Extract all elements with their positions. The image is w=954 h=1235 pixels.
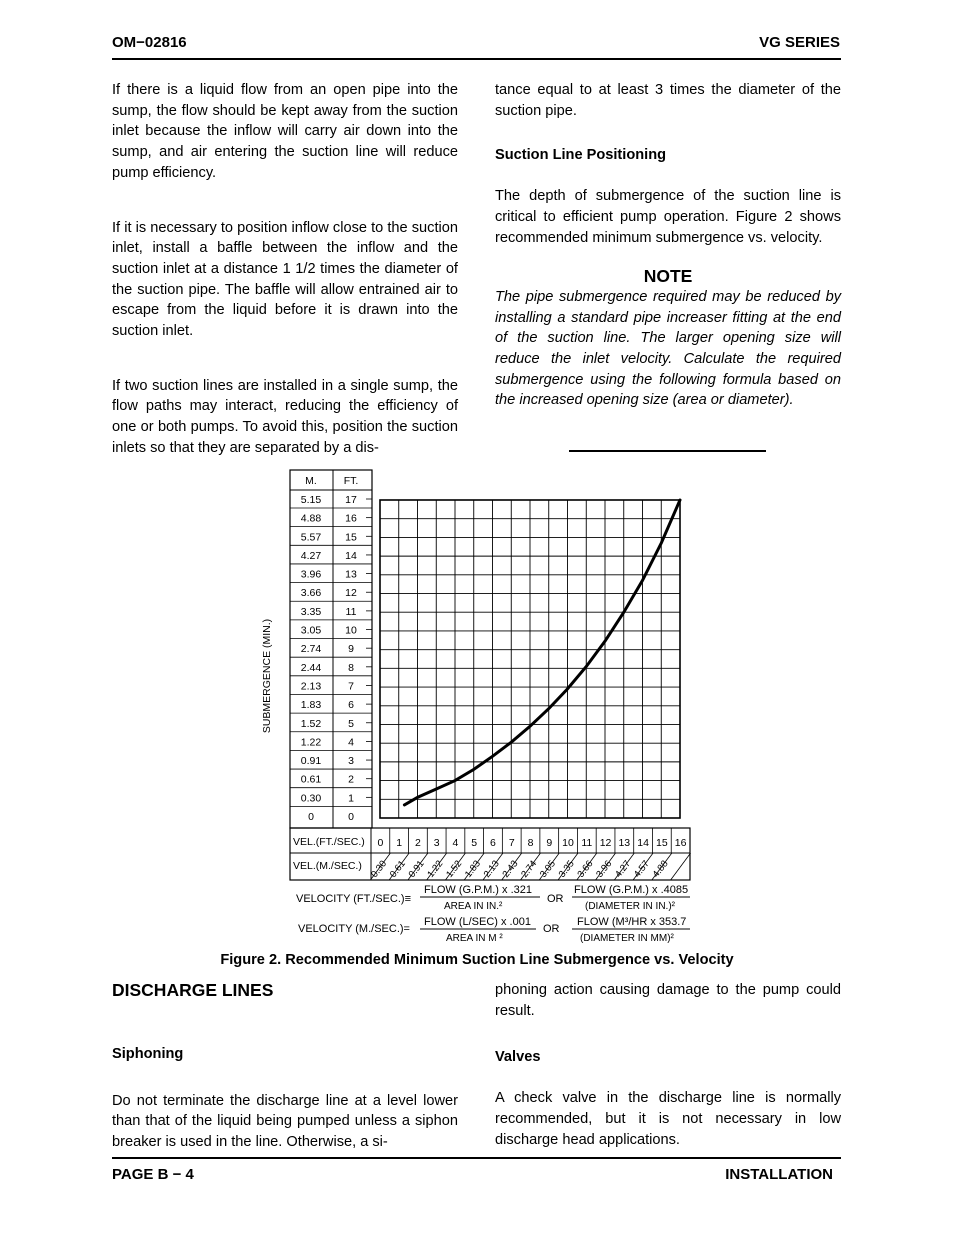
y-tick-m: 2.13 bbox=[300, 680, 322, 693]
x-tick-m: 0.61 bbox=[387, 858, 408, 880]
y-header-ft: FT. bbox=[343, 475, 359, 487]
y-tick-ft: 3 bbox=[348, 755, 354, 768]
y-tick-ft: 5 bbox=[348, 717, 354, 730]
y-tick-ft: 17 bbox=[345, 494, 357, 506]
section-name: INSTALLATION bbox=[725, 1166, 833, 1183]
x-axis-ticks bbox=[369, 828, 691, 880]
y-tick-m: 0.91 bbox=[300, 755, 322, 768]
x-tick-ft: 8 bbox=[527, 837, 534, 849]
y-tick-m: 2.44 bbox=[300, 661, 322, 674]
y-tick-ft: 7 bbox=[348, 680, 354, 693]
y-tick-ft: 14 bbox=[345, 549, 357, 562]
y-tick-ft: 0 bbox=[348, 811, 354, 823]
formula-m-den2: (DIAMETER IN MM)² bbox=[580, 933, 674, 944]
formula-or-2: OR bbox=[543, 923, 560, 935]
x-label-m: VEL.(M./SEC.) bbox=[293, 860, 362, 872]
formula-ft-lhs: VELOCITY (FT./SEC.)≡ bbox=[296, 893, 412, 905]
x-tick-ft: 3 bbox=[433, 837, 440, 849]
series-title: VG SERIES bbox=[759, 34, 840, 51]
x-tick-ft: 12 bbox=[599, 837, 612, 849]
footer-rule bbox=[112, 1157, 841, 1159]
formula-ft-den1: AREA IN IN.² bbox=[444, 901, 503, 912]
x-tick-ft: 7 bbox=[508, 837, 515, 849]
valves-heading: Valves bbox=[495, 1049, 541, 1066]
x-tick-ft: 5 bbox=[471, 837, 478, 849]
y-tick-m: 4.27 bbox=[300, 549, 322, 562]
y-tick-m: 1.52 bbox=[300, 717, 322, 730]
discharge-right-column bbox=[495, 980, 841, 1150]
y-tick-ft: 1 bbox=[348, 792, 354, 805]
velocity-formula bbox=[296, 884, 690, 944]
y-tick-m: 3.35 bbox=[300, 605, 322, 618]
y-tick-m: 3.66 bbox=[300, 587, 322, 600]
x-tick-m: 0.30 bbox=[369, 858, 390, 880]
x-label-ft: VEL.(FT./SEC.) bbox=[293, 836, 365, 848]
y-tick-ft: 4 bbox=[348, 736, 354, 749]
x-tick-m: 2.13 bbox=[481, 858, 502, 880]
formula-ft-den2: (DIAMETER IN IN.)² bbox=[585, 901, 675, 912]
x-tick-m: 1.22 bbox=[425, 858, 446, 880]
note-text: The pipe submergence required may be reduced by installing a standard pipe increaser fitting at the end of the suction line. The larger opening size will reduce the inlet velocity. Calculate the required submergence using the following formula based on the increased opening size (area or diameter). bbox=[495, 288, 841, 409]
x-tick-ft: 16 bbox=[674, 837, 687, 849]
y-tick-m: 3.96 bbox=[300, 568, 322, 581]
siphoning-heading: Siphoning bbox=[112, 1046, 184, 1062]
x-tick-m: 4.57 bbox=[631, 858, 652, 880]
formula-ft-num1: FLOW (G.P.M.) x .321 bbox=[424, 884, 532, 896]
y-tick-ft: 2 bbox=[348, 773, 354, 786]
y-tick-ft: 15 bbox=[345, 531, 357, 544]
two-suction-paragraph: If two suction lines are installed in a single sump, the flow paths may interact, reducing the efficiency of one or both pumps. To avoid this, position the suction inlets so that they are separated by a dis- bbox=[112, 377, 458, 456]
x-tick-ft: 2 bbox=[414, 837, 421, 849]
x-tick-ft: 9 bbox=[546, 837, 553, 849]
x-tick-m: 3.35 bbox=[556, 858, 577, 880]
y-tick-m: 1.83 bbox=[300, 699, 322, 712]
formula-m-num2: FLOW (M³/HR x 353.7 bbox=[577, 916, 687, 928]
x-tick-m: 1.52 bbox=[444, 858, 465, 880]
discharge-left-column bbox=[112, 1044, 458, 1153]
x-m-diagonal bbox=[671, 853, 691, 880]
x-tick-ft: 14 bbox=[637, 837, 649, 849]
formula-m-num1: FLOW (L/SEC) x .001 bbox=[424, 916, 531, 928]
x-tick-m: 2.74 bbox=[519, 858, 540, 880]
x-tick-ft: 6 bbox=[490, 837, 496, 849]
x-tick-ft: 0 bbox=[377, 837, 384, 849]
inflow-paragraph: If there is a liquid flow from an open pipe into the sump, the flow should be kept away from the suction inlet because the inflow will carry air down into the sump, and air entering the suction line will reduce pump efficiency. bbox=[112, 82, 458, 181]
x-tick-m: 4.27 bbox=[613, 858, 634, 880]
formula-m-den1: AREA IN M ² bbox=[446, 933, 503, 944]
x-tick-m: 2.43 bbox=[500, 858, 521, 880]
formula-or-1: OR bbox=[547, 893, 564, 905]
x-tick-ft: 1 bbox=[396, 837, 403, 849]
submergence-curve bbox=[404, 500, 680, 805]
y-axis-label: SUBMERGENCE (MIN.) bbox=[261, 618, 273, 734]
y-tick-ft: 12 bbox=[345, 587, 357, 600]
submergence-paragraph: The depth of submergence of the suction line is critical to efficient pump operation. Figure 2 shows recommended minimum submergence vs. velocity. bbox=[495, 188, 841, 246]
figure-caption: Figure 2. Recommended Minimum Suction Line Submergence vs. Velocity bbox=[220, 952, 734, 968]
x-tick-ft: 13 bbox=[618, 837, 631, 849]
y-tick-m: 0.30 bbox=[300, 792, 322, 805]
formula-ft-num2: FLOW (G.P.M.) x .4085 bbox=[574, 884, 689, 896]
siphoning-text: Do not terminate the discharge line at a level lower than that of the liquid being pumped unless a siphon breaker is used in the line. Otherwise, a si- bbox=[112, 1092, 458, 1151]
suction-positioning-heading: Suction Line Positioning bbox=[495, 147, 667, 164]
y-tick-m: 1.22 bbox=[300, 736, 322, 749]
page-number: PAGE B − 4 bbox=[112, 1166, 194, 1183]
x-tick-ft: 11 bbox=[581, 837, 593, 849]
note-title: NOTE bbox=[643, 266, 693, 287]
y-tick-m: 2.74 bbox=[300, 643, 322, 656]
x-tick-m: 4.88 bbox=[650, 858, 671, 880]
y-tick-ft: 16 bbox=[345, 512, 357, 525]
x-tick-m: 3.96 bbox=[594, 858, 615, 880]
x-tick-ft: 15 bbox=[656, 837, 668, 849]
distance-paragraph: tance equal to at least 3 times the diameter of the suction pipe. bbox=[495, 82, 841, 119]
y-tick-ft: 8 bbox=[348, 661, 354, 674]
chart-grid bbox=[380, 500, 680, 818]
valves-text: A check valve in the discharge line is normally recommended, but it is not necessary in low discharge head applications. bbox=[495, 1090, 841, 1148]
y-tick-m: 5.15 bbox=[300, 494, 322, 506]
formula-m-lhs: VELOCITY (M./SEC.)= bbox=[298, 923, 410, 935]
y-header-m: M. bbox=[305, 475, 317, 487]
siphoning-continued: phoning action causing damage to the pump could result. bbox=[495, 982, 841, 1019]
y-tick-ft: 6 bbox=[348, 699, 354, 712]
y-tick-ft: 11 bbox=[345, 605, 357, 618]
discharge-title: DISCHARGE LINES bbox=[112, 980, 274, 1000]
x-tick-m: 3.05 bbox=[537, 858, 559, 880]
y-tick-m: 3.05 bbox=[300, 624, 322, 637]
y-axis-ticks bbox=[290, 494, 372, 823]
baffle-paragraph: If it is necessary to position inflow close to the suction inlet, install a baffle between the inflow and the suction inlet at a distance 1 1/2 times the diameter of the suction pipe. The baffle will allow entrained air to escape from the liquid before it is drawn into the suction inlet. bbox=[112, 219, 458, 340]
y-tick-ft: 10 bbox=[345, 624, 357, 637]
x-tick-ft: 10 bbox=[562, 837, 574, 849]
x-tick-m: 3.66 bbox=[575, 858, 596, 880]
y-tick-m: 5.57 bbox=[300, 531, 322, 544]
y-tick-ft: 13 bbox=[345, 568, 357, 581]
document-code: OM−02816 bbox=[112, 34, 187, 51]
y-tick-m: 4.88 bbox=[300, 512, 322, 525]
y-tick-m: 0 bbox=[308, 811, 314, 823]
x-tick-ft: 4 bbox=[452, 837, 459, 849]
x-tick-m: 0.91 bbox=[406, 858, 427, 880]
y-tick-m: 0.61 bbox=[300, 773, 322, 786]
y-tick-ft: 9 bbox=[348, 643, 354, 656]
x-tick-m: 1.83 bbox=[462, 858, 483, 880]
